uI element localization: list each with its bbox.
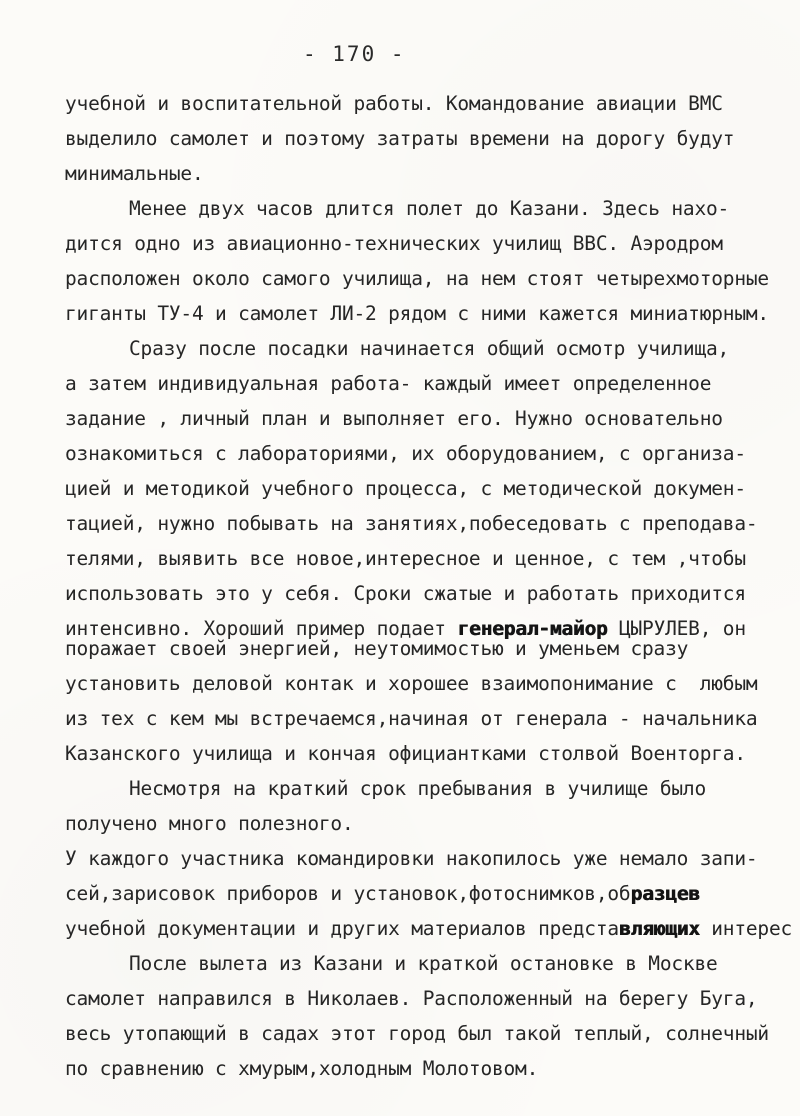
text-line [65, 742, 800, 777]
typewritten-text: гиганты ТУ-4 и самолет ЛИ-2 рядом с ними кажется миниатюрным. [65, 302, 769, 325]
typewritten-text: из тех с кем мы встречаемся,начиная от генерала - начальника [65, 707, 758, 730]
typewritten-text: задание , личный план и выполняет его. Нужно основательно [65, 407, 723, 430]
typewritten-text: дится одно из авиационно-технических училищ ВВС. Аэродром [65, 232, 723, 255]
text-line [65, 547, 800, 582]
typewritten-text: поражает своей энергией, неутомимостью и уменьем сразу [65, 637, 689, 660]
text-line [65, 162, 800, 197]
typewritten-text: Менее двух часов длится полет до Казани. Здесь нахо- [129, 197, 730, 220]
typewritten-text: весь утопающий в садах этот город был такой теплый, солнечный [65, 1022, 769, 1045]
typewritten-text: учебной документации и других материалов предста [65, 917, 619, 940]
text-line [65, 337, 800, 372]
typewritten-text: тацией, нужно побывать на занятиях,побеседовать с преподава- [65, 512, 758, 535]
typewritten-text: а затем индивидуальная работа- каждый имеет определенное [65, 372, 712, 395]
text-line [65, 847, 800, 882]
text-line [65, 917, 800, 952]
typewritten-text: интенсивно. Хороший пример подает [65, 617, 458, 640]
typewritten-text: учебной и воспитательной работы. Командование авиации ВМС [65, 92, 723, 115]
text-line [65, 952, 800, 987]
typewritten-text: Несмотря на краткий срок пребывания в училище было [129, 777, 706, 800]
typewritten-text: телями, выявить все новое,интересное и ценное, с тем ,чтобы [65, 547, 746, 570]
page-number: - 170 - [303, 42, 406, 66]
text-line [65, 812, 800, 847]
typewritten-text: получено много полезного. [65, 812, 354, 835]
text-line [65, 407, 800, 442]
overstruck-bold-text: генерал-майор [457, 617, 608, 640]
overstruck-bold-text: вляющих [618, 917, 700, 940]
document-text [65, 92, 800, 1092]
typewritten-text: Сразу после посадки начинается общий осмотр училища, [129, 337, 730, 360]
text-line [65, 777, 800, 812]
text-line [65, 442, 800, 477]
typewritten-text: по сравнению с хмурым,холодным Молотовом. [65, 1057, 539, 1080]
typewritten-text: расположен около самого училища, на нем стоят четырехмоторные [65, 267, 769, 290]
text-line [65, 1057, 800, 1092]
typewritten-text: У каждого участника командировки накопилось уже немало запи- [65, 847, 758, 870]
typewritten-text: установить деловой контак и хорошее взаимопонимание с любым [65, 672, 758, 695]
text-line [65, 197, 800, 232]
typewritten-text: ЦЫРУЛЕВ, он [607, 617, 746, 640]
text-line [65, 302, 800, 337]
text-line [65, 707, 800, 742]
text-line [65, 1022, 800, 1057]
text-line [65, 232, 800, 267]
text-line [65, 477, 800, 512]
text-line [65, 882, 800, 917]
typewritten-text: использовать это у себя. Сроки сжатые и работать приходится [65, 582, 746, 605]
typewritten-text: цией и методикой учебного процесса, с методической докумен- [65, 477, 746, 500]
text-line [65, 987, 800, 1022]
typewritten-text: выделило самолет и поэтому затраты времени на дорогу будут [65, 127, 735, 150]
typewritten-text: сей,зарисовок приборов и установок,фотоснимков,об [65, 882, 631, 905]
overstruck-bold-text: разцев [630, 882, 700, 905]
typewritten-text: интерес [699, 917, 793, 940]
text-line [65, 372, 800, 407]
text-line [65, 127, 800, 162]
text-line [65, 582, 800, 617]
typewritten-text: ознакомиться с лабораториями, их оборудованием, с организа- [65, 442, 746, 465]
text-line [65, 637, 800, 672]
text-line [65, 92, 800, 127]
text-line [65, 267, 800, 302]
typewritten-text: После вылета из Казани и краткой остановке в Москве [129, 952, 718, 975]
typewritten-text: самолет направился в Николаев. Расположенный на берегу Буга, [65, 987, 758, 1010]
text-line [65, 672, 800, 707]
text-line [65, 512, 800, 547]
typewritten-text: Казанского училища и кончая официантками столвой Военторга. [65, 742, 746, 765]
typewritten-text: минимальные. [65, 162, 204, 185]
